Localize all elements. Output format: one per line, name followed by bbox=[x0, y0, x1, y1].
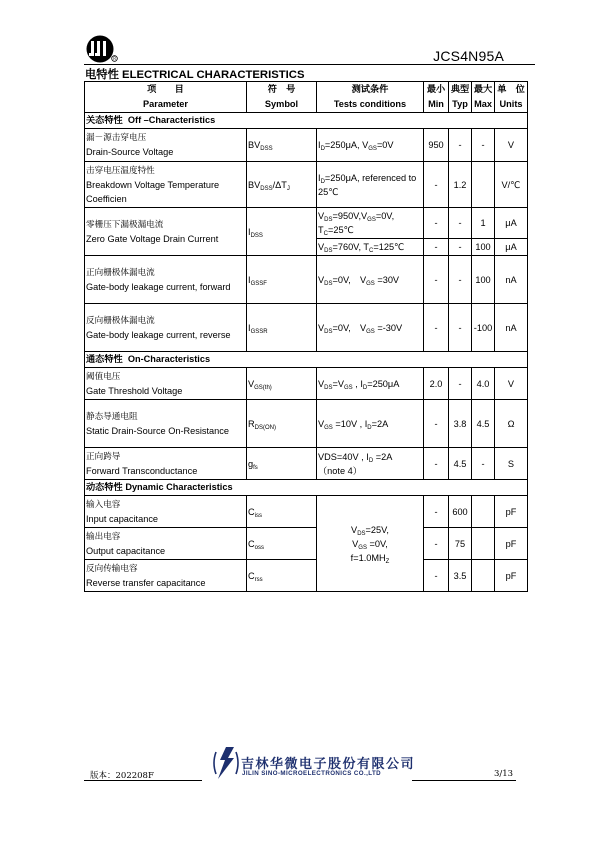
table-row-igssr bbox=[85, 304, 528, 352]
table-row-ciss bbox=[85, 496, 528, 528]
max-cell bbox=[472, 162, 495, 208]
min-cell: - bbox=[424, 162, 449, 208]
electrical-characteristics-table bbox=[84, 81, 528, 592]
table-row-rdson bbox=[85, 400, 528, 448]
condition-cell: $I_D=250\mu A$, referenced to 25℃ bbox=[317, 162, 424, 208]
section-on-label: 通态特性 On-Characteristics bbox=[85, 352, 528, 368]
unit-cell: nA bbox=[495, 304, 528, 352]
param-cell: 击穿电压温度特性 Breakdown Voltage Temperature Coefficien bbox=[85, 162, 247, 208]
min-cell: - bbox=[424, 496, 449, 528]
max-cell: 100 bbox=[472, 256, 495, 304]
condition-cell: $V_{GS} =10V$ , $I_D=2A$ bbox=[317, 400, 424, 448]
col-min: 最小 Min bbox=[424, 82, 449, 113]
condition-cell: $V_{DS}=760V$, $T_C=125℃$ bbox=[317, 239, 424, 256]
section-dynamic-label: 动态特性 Dynamic Characteristics bbox=[85, 480, 528, 496]
param-cell: 正向栅极体漏电流 Gate-body leakage current, forward bbox=[85, 256, 247, 304]
param-cell: 零栅压下漏极漏电流 Zero Gate Voltage Drain Current bbox=[85, 208, 247, 256]
min-cell: 2.0 bbox=[424, 368, 449, 400]
table-row-bv-temp-coeff bbox=[85, 162, 528, 208]
typ-cell: 75 bbox=[449, 528, 472, 560]
typ-cell: 1.2 bbox=[449, 162, 472, 208]
max-cell: - bbox=[472, 129, 495, 162]
col-max: 最大 Max bbox=[472, 82, 495, 113]
max-cell: 4.5 bbox=[472, 400, 495, 448]
company-name-en: JILIN SINO-MICROELECTRONICS CO.,LTD bbox=[242, 770, 382, 777]
condition-cell: $V_{DS}=0V$, $V_{GS} =30V$ bbox=[317, 256, 424, 304]
symbol-cell: $BV_{DSS}$ bbox=[247, 129, 317, 162]
unit-cell: S bbox=[495, 448, 528, 480]
max-cell: 4.0 bbox=[472, 368, 495, 400]
typ-cell: - bbox=[449, 256, 472, 304]
condition-cell: VDS=40V , $I_D =2A$ （note 4） bbox=[317, 448, 424, 480]
table-row-igssf bbox=[85, 256, 528, 304]
max-cell: - bbox=[472, 448, 495, 480]
condition-cell: $V_{DS}=V_{GS}$ , $I_D=250\mu A$ bbox=[317, 368, 424, 400]
typ-cell: 3.8 bbox=[449, 400, 472, 448]
unit-cell: Ω bbox=[495, 400, 528, 448]
typ-cell: 4.5 bbox=[449, 448, 472, 480]
max-cell bbox=[472, 496, 495, 528]
unit-cell: V bbox=[495, 129, 528, 162]
param-cell: 输入电容 Input capacitance bbox=[85, 496, 247, 528]
min-cell: - bbox=[424, 560, 449, 592]
min-cell: - bbox=[424, 208, 449, 239]
param-cell: 反向栅极体漏电流 Gate-body leakage current, reverse bbox=[85, 304, 247, 352]
typ-cell: - bbox=[449, 208, 472, 239]
col-units: 单 位 Units bbox=[495, 82, 528, 113]
table-row-gfs bbox=[85, 448, 528, 480]
section-heading bbox=[85, 66, 304, 82]
capacitance-condition-cell: $V_{DS}=25V$, $V_{GS} =0V$, $f=1.0MH_Z$ bbox=[317, 496, 424, 592]
footer-version: 版本：202208F bbox=[90, 771, 154, 781]
symbol-cell: $I_{GSSR}$ bbox=[247, 304, 317, 352]
max-cell bbox=[472, 560, 495, 592]
symbol-cell: $V_{GS(th)}$ bbox=[247, 368, 317, 400]
max-cell: -100 bbox=[472, 304, 495, 352]
section-heading-cn: 电特性 bbox=[85, 68, 119, 81]
min-cell: - bbox=[424, 448, 449, 480]
jjm-logo bbox=[84, 35, 118, 63]
unit-cell: nA bbox=[495, 256, 528, 304]
symbol-cell: $I_{DSS}$ bbox=[247, 208, 317, 256]
param-cell: 反向传输电容 Reverse transfer capacitance bbox=[85, 560, 247, 592]
param-cell: 输出电容 Output capacitance bbox=[85, 528, 247, 560]
param-cell: 阈值电压 Gate Threshold Voltage bbox=[85, 368, 247, 400]
section-row-on bbox=[85, 352, 528, 368]
unit-cell: μA bbox=[495, 239, 528, 256]
param-cell: 正向跨导 Forward Transconductance bbox=[85, 448, 247, 480]
min-cell: - bbox=[424, 400, 449, 448]
table-header-row bbox=[85, 82, 528, 113]
footer-rule-right bbox=[412, 780, 516, 781]
unit-cell: V/℃ bbox=[495, 162, 528, 208]
min-cell: - bbox=[424, 528, 449, 560]
unit-cell: pF bbox=[495, 560, 528, 592]
typ-cell: - bbox=[449, 239, 472, 256]
col-conditions: 测试条件 Tests conditions bbox=[317, 82, 424, 113]
condition-cell: $I_D=250\mu A$, $V_{GS}=0V$ bbox=[317, 129, 424, 162]
table-row-vgsth bbox=[85, 368, 528, 400]
condition-cell: $V_{DS}=950V,V_{GS}=0V$, $T_C=25℃$ bbox=[317, 208, 424, 239]
typ-cell: - bbox=[449, 368, 472, 400]
unit-cell: V bbox=[495, 368, 528, 400]
symbol-cell: $g_{fs}$ bbox=[247, 448, 317, 480]
typ-cell: - bbox=[449, 129, 472, 162]
table-row-coss bbox=[85, 528, 528, 560]
header-rule bbox=[84, 64, 535, 65]
col-symbol: 符 号 Symbol bbox=[247, 82, 317, 113]
unit-cell: μA bbox=[495, 208, 528, 239]
symbol-cell: $BV_{DSS}/\Delta T_J$ bbox=[247, 162, 317, 208]
footer-page-number: 3/13 bbox=[494, 769, 514, 779]
symbol-cell: $C_{iss}$ bbox=[247, 496, 317, 528]
section-heading-en: ELECTRICAL CHARACTERISTICS bbox=[122, 69, 305, 81]
company-logo-icon bbox=[212, 746, 240, 780]
typ-cell: 600 bbox=[449, 496, 472, 528]
symbol-cell: $I_{GSSF}$ bbox=[247, 256, 317, 304]
param-cell: 静态导通电阻 Static Drain-Source On-Resistance bbox=[85, 400, 247, 448]
symbol-cell: $C_{rss}$ bbox=[247, 560, 317, 592]
col-typ: 典型 Typ bbox=[449, 82, 472, 113]
section-off-label: 关态特性 Off –Characteristics bbox=[85, 113, 528, 129]
table-row-crss bbox=[85, 560, 528, 592]
company-name-cn: 吉林华微电子股份有限公司 bbox=[241, 757, 416, 772]
min-cell: - bbox=[424, 239, 449, 256]
svg-text:R: R bbox=[113, 56, 117, 62]
section-row-dynamic bbox=[85, 480, 528, 496]
param-cell: 漏－源击穿电压 Drain-Source Voltage bbox=[85, 129, 247, 162]
unit-cell: pF bbox=[495, 496, 528, 528]
part-number: JCS4N95A bbox=[433, 48, 504, 64]
max-cell: 1 bbox=[472, 208, 495, 239]
col-parameter: 项 目 Parameter bbox=[85, 82, 247, 113]
condition-cell: $V_{DS}=0V$, $V_{GS} =-30V$ bbox=[317, 304, 424, 352]
table-row-bvdss bbox=[85, 129, 528, 162]
section-row-off bbox=[85, 113, 528, 129]
symbol-cell: $C_{oss}$ bbox=[247, 528, 317, 560]
min-cell: - bbox=[424, 256, 449, 304]
min-cell: - bbox=[424, 304, 449, 352]
typ-cell: - bbox=[449, 304, 472, 352]
max-cell: 100 bbox=[472, 239, 495, 256]
unit-cell: pF bbox=[495, 528, 528, 560]
max-cell bbox=[472, 528, 495, 560]
table-row-idss-1 bbox=[85, 208, 528, 239]
typ-cell: 3.5 bbox=[449, 560, 472, 592]
symbol-cell: $R_{DS(ON)}$ bbox=[247, 400, 317, 448]
min-cell: 950 bbox=[424, 129, 449, 162]
